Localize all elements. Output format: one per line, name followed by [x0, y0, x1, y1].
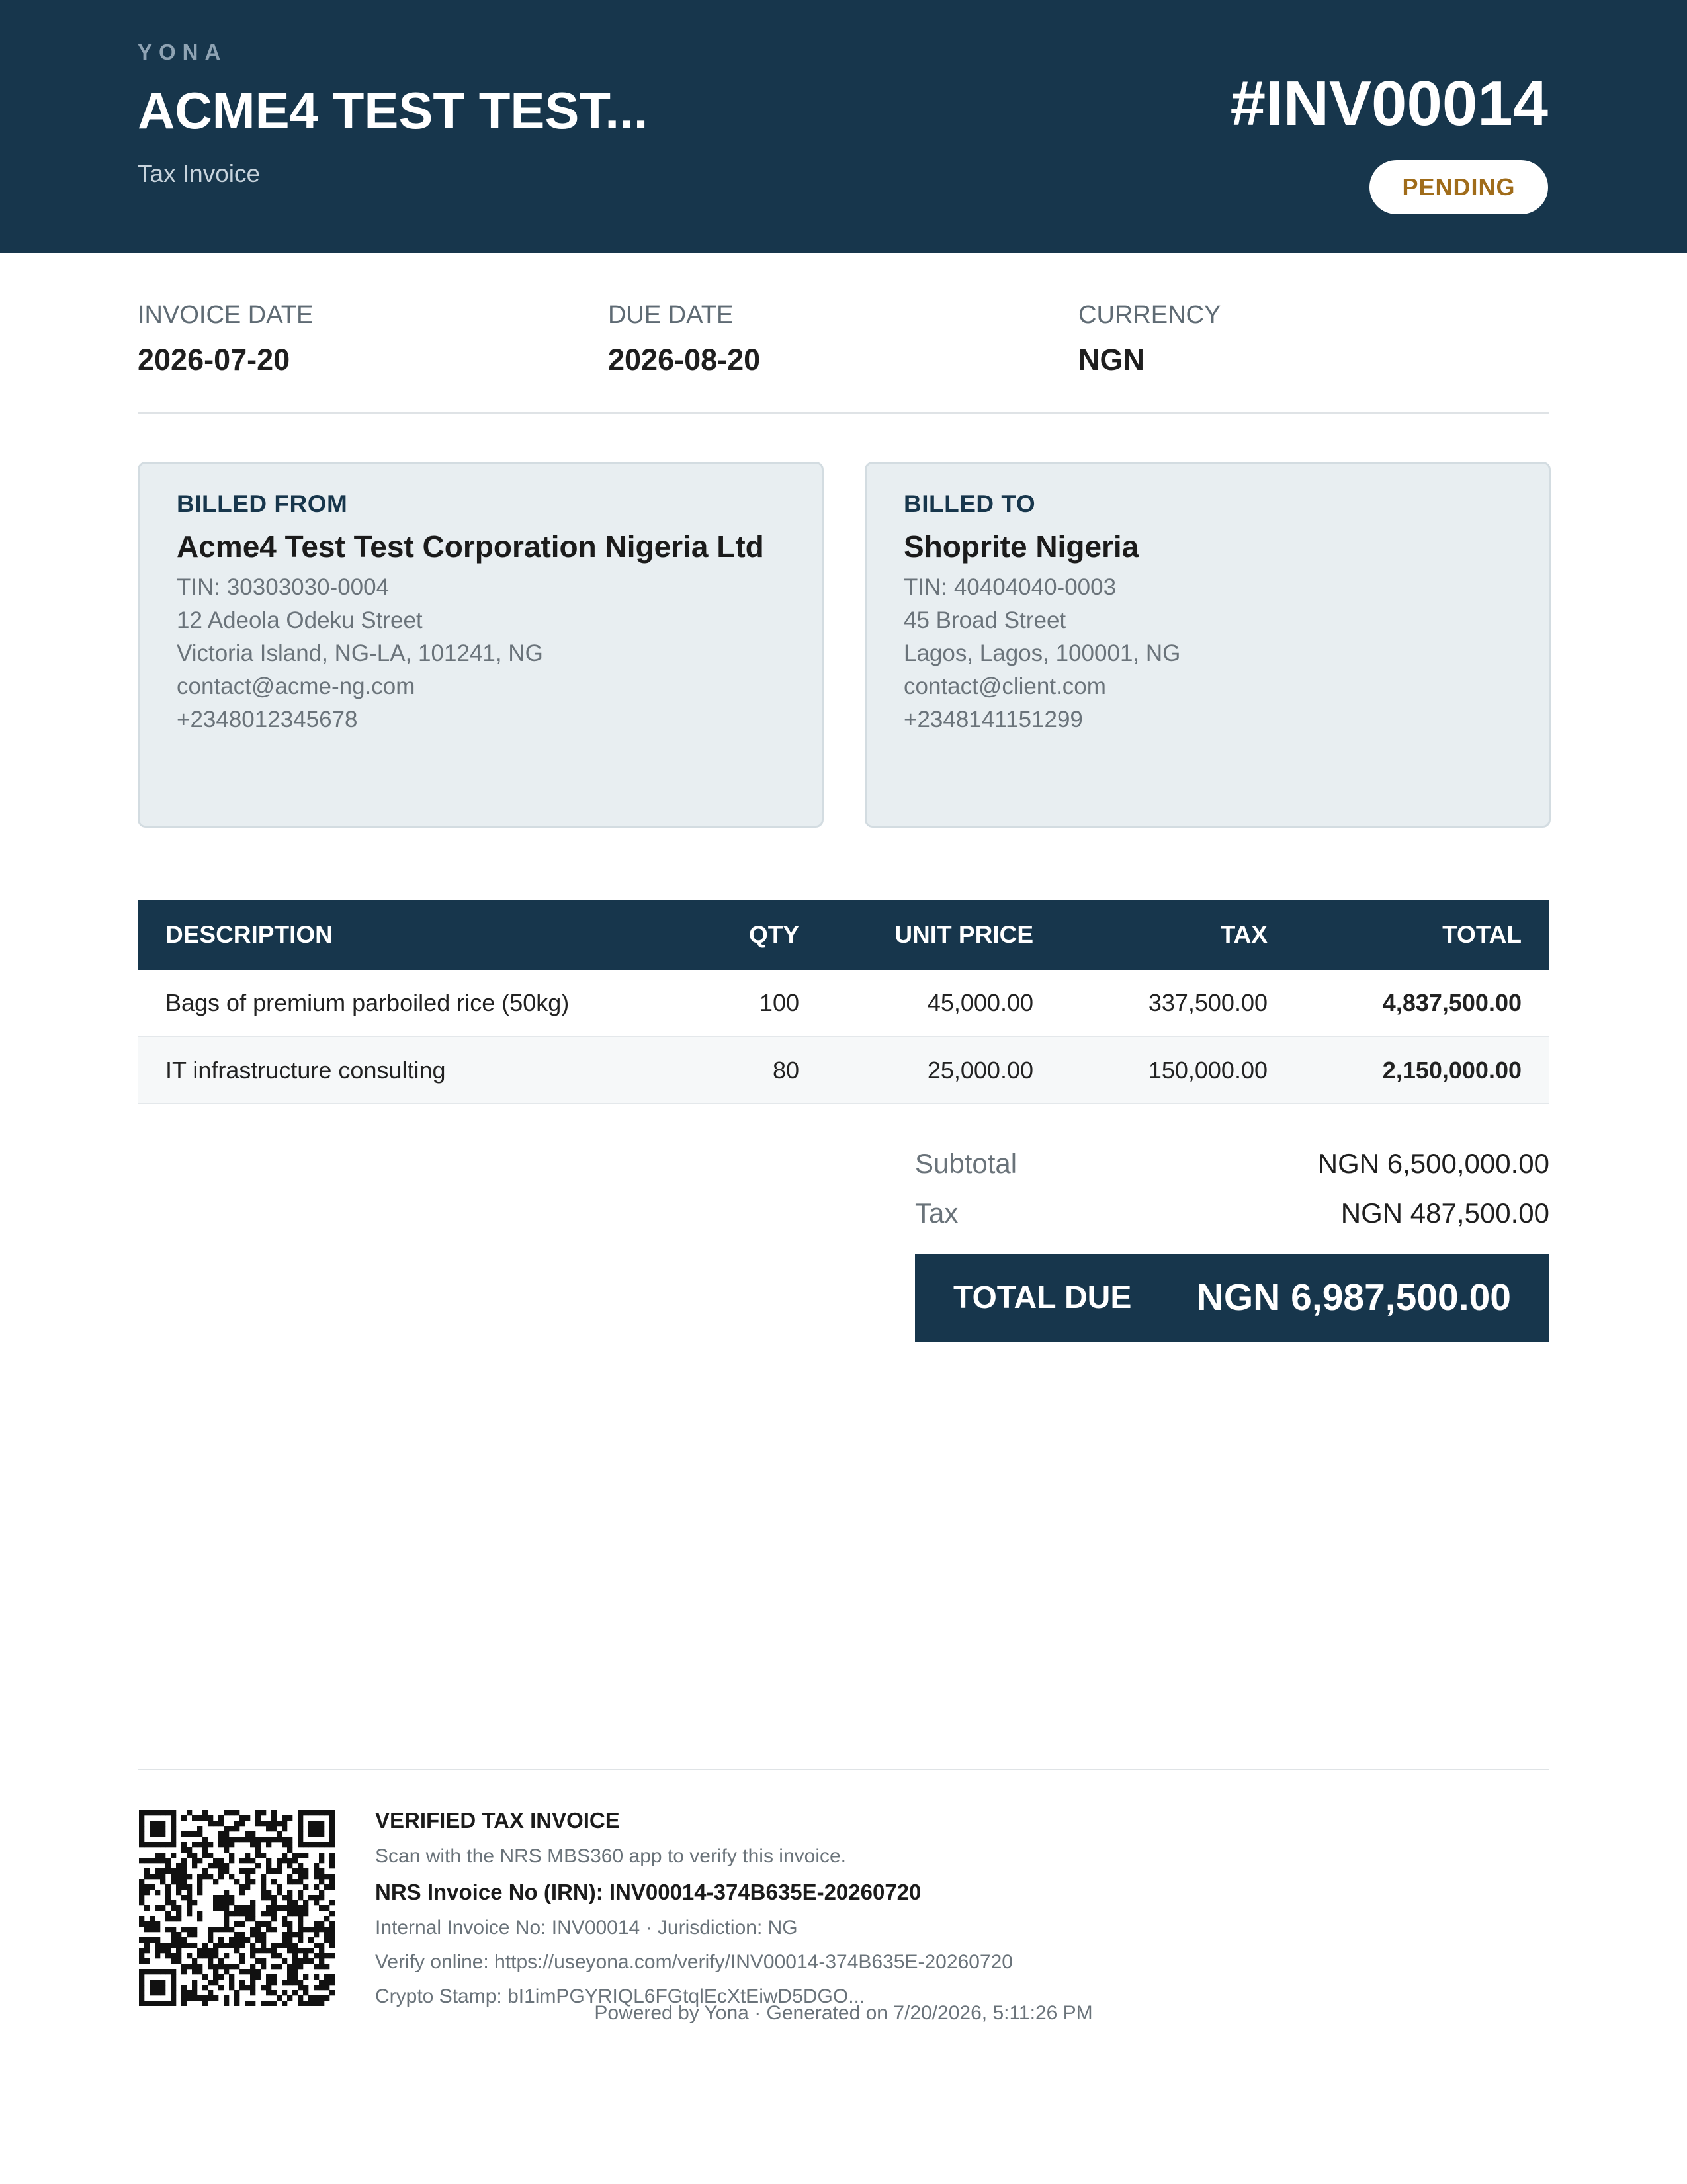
- verified-title: VERIFIED TAX INVOICE: [375, 1808, 620, 1833]
- billed-to-address1: 45 Broad Street: [904, 607, 1066, 633]
- billed-from-address1: 12 Adeola Odeku Street: [177, 607, 423, 633]
- total-due-box: [915, 1254, 1549, 1342]
- item-description: Bags of premium parboiled rice (50kg): [138, 970, 693, 1037]
- billed-from-card: [138, 462, 824, 828]
- billed-from-address2: Victoria Island, NG-LA, 101241, NG: [177, 640, 543, 666]
- crypto-stamp: Crypto Stamp: bI1imPGYRIQL6FGtqlEcXtEiwD5DGO...: [375, 1986, 865, 2007]
- item-description: IT infrastructure consulting: [138, 1037, 693, 1104]
- item-tax: 150,000.00: [1061, 1037, 1295, 1104]
- billed-to-tin: TIN: 40404040-0003: [904, 574, 1117, 600]
- invoice-meta: [138, 301, 1549, 374]
- item-unit-price: 45,000.00: [827, 970, 1061, 1037]
- total-due-value: NGN 6,987,500.00: [1196, 1276, 1511, 1319]
- due-date: [608, 301, 760, 377]
- billed-to-address2: Lagos, Lagos, 100001, NG: [904, 640, 1181, 666]
- due-date-value: 2026-08-20: [608, 343, 761, 376]
- billed-from-email: contact@acme-ng.com: [177, 674, 415, 699]
- billed-from-tin: TIN: 30303030-0004: [177, 574, 390, 600]
- status-badge: PENDING: [1369, 160, 1548, 214]
- item-total: 2,150,000.00: [1295, 1037, 1549, 1104]
- document-type: Tax Invoice: [138, 160, 261, 187]
- billed-to-label: BILLED TO: [904, 490, 1036, 517]
- item-qty: 100: [693, 970, 827, 1037]
- subtotal-label: Subtotal: [915, 1148, 1017, 1179]
- brand-name: YONA: [138, 40, 228, 64]
- header-total: TOTAL: [1295, 900, 1549, 970]
- table-header-row: [138, 900, 1549, 970]
- powered-by: Powered by Yona · Generated on 7/20/2026, 5:11:26 PM: [594, 2002, 1093, 2024]
- header-tax: TAX: [1061, 900, 1295, 970]
- billed-from-label: BILLED FROM: [177, 490, 348, 517]
- item-tax: 337,500.00: [1061, 970, 1295, 1037]
- billed-from-phone: +2348012345678: [177, 707, 358, 732]
- invoice-number: #INV00014: [1230, 68, 1548, 139]
- qr-code-icon: [139, 1810, 335, 2006]
- divider: [138, 412, 1549, 414]
- invoice-header: [0, 0, 1687, 253]
- line-items-table: [138, 900, 1549, 1104]
- invoice-date-value: 2026-07-20: [138, 343, 290, 376]
- tax-row: [915, 1198, 1549, 1237]
- tax-label: Tax: [915, 1198, 959, 1229]
- invoice-date: [138, 301, 313, 377]
- invoice-date-label: INVOICE DATE: [138, 301, 314, 329]
- verify-online-link[interactable]: Verify online: https://useyona.com/verify/INV00014-374B635E-20260720: [375, 1951, 1013, 1973]
- billed-from-name: Acme4 Test Test Corporation Nigeria Ltd: [177, 529, 764, 564]
- subtotal-row: [915, 1148, 1549, 1188]
- item-qty: 80: [693, 1037, 827, 1104]
- due-date-label: DUE DATE: [608, 301, 734, 329]
- table-row: [138, 970, 1549, 1037]
- currency: [1078, 301, 1221, 377]
- billed-to-name: Shoprite Nigeria: [904, 529, 1139, 564]
- tax-value: NGN 487,500.00: [1340, 1198, 1549, 1229]
- verification-block: [375, 1808, 1500, 2008]
- scan-instruction: Scan with the NRS MBS360 app to verify this invoice.: [375, 1845, 847, 1867]
- table-row: [138, 1037, 1549, 1104]
- billed-to-phone: +2348141151299: [904, 707, 1083, 732]
- header-unit-price: UNIT PRICE: [827, 900, 1061, 970]
- item-total: 4,837,500.00: [1295, 970, 1549, 1037]
- total-due-label: TOTAL DUE: [953, 1280, 1132, 1315]
- currency-value: NGN: [1078, 343, 1145, 376]
- irn-number: NRS Invoice No (IRN): INV00014-374B635E-20260720: [375, 1880, 922, 1904]
- header-description: DESCRIPTION: [138, 900, 693, 970]
- item-unit-price: 25,000.00: [827, 1037, 1061, 1104]
- internal-invoice-no: Internal Invoice No: INV00014 · Jurisdiction: NG: [375, 1917, 798, 1939]
- company-title: ACME4 TEST TEST...: [138, 81, 648, 140]
- currency-label: CURRENCY: [1078, 301, 1221, 329]
- billed-to-email: contact@client.com: [904, 674, 1106, 699]
- header-qty: QTY: [693, 900, 827, 970]
- subtotal-value: NGN 6,500,000.00: [1317, 1148, 1549, 1179]
- billed-to-card: [865, 462, 1551, 828]
- footer-divider: [138, 1769, 1549, 1770]
